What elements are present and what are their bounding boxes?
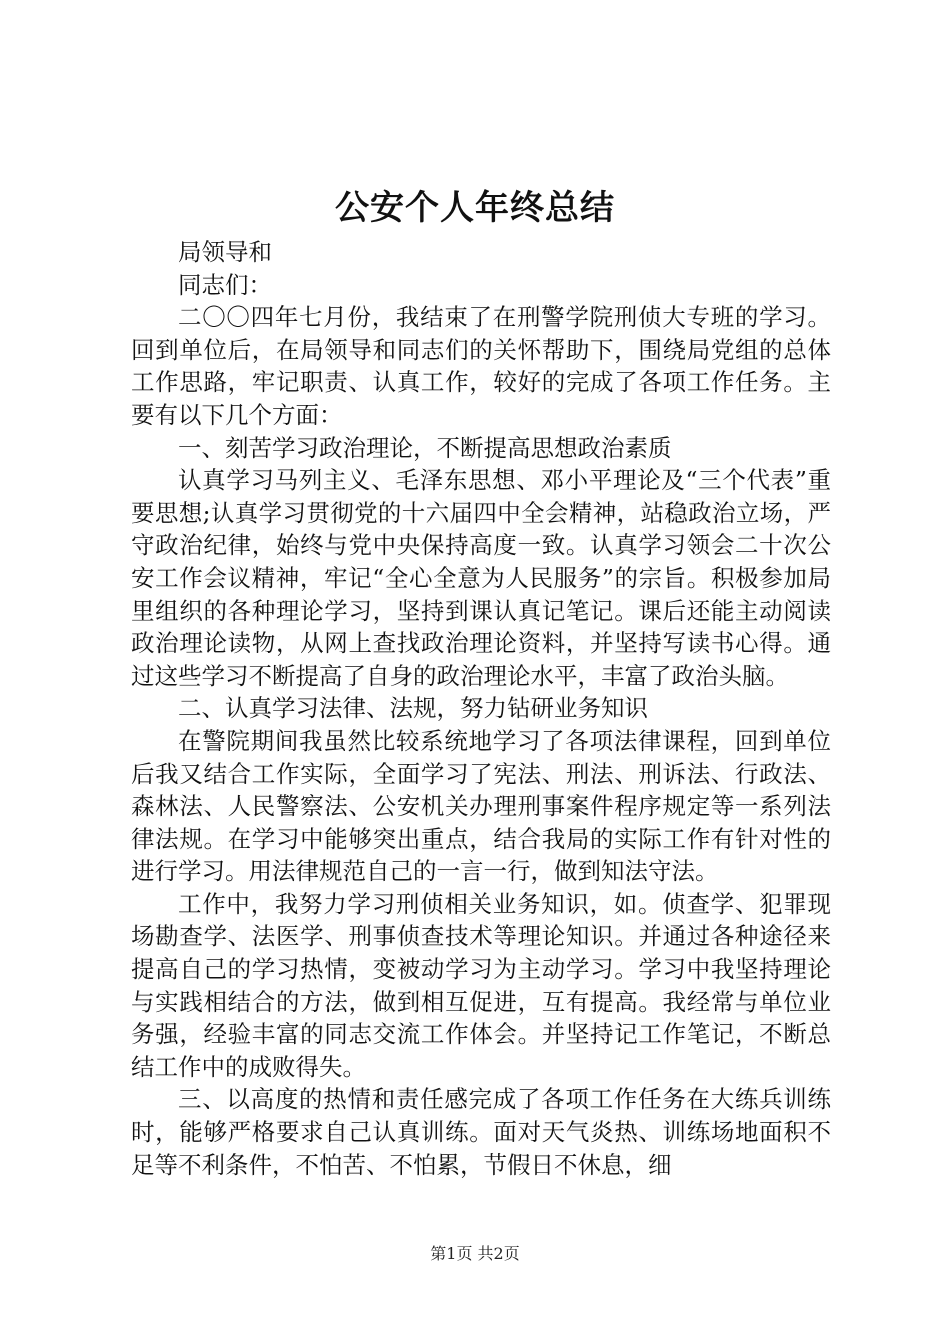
section-heading-1: 一、刻苦学习政治理论，不断提高思想政治素质 bbox=[178, 433, 672, 462]
section-2-paragraph-1: 在警院期间我虽然比较系统地学习了各项法律课程，回到单位后我又结合工作实际，全面学习了宪法、刑法、刑诉法、行政法、森林法、人民警察法、公安机关办理刑事案件程序规定等一系列法律法规。在学习中能够突出重点，结合我局的实际工作有针对性的进行学习。用法律规范自己的一言一行，做到知法守法。 bbox=[131, 726, 831, 886]
page-number-footer: 第1页 共2页 bbox=[430, 1244, 520, 1263]
section-1-paragraph: 认真学习马列主义、毛泽东思想、邓小平理论及“三个代表”重要思想;认真学习贯彻党的十六届四中全会精神，站稳政治立场，严守政治纪律，始终与党中央保持高度一致。认真学习领会二十次公安工作会议精神，牢记“全心全意为人民服务”的宗旨。积极参加局里组织的各种理论学习，坚持到课认真记笔记。课后还能主动阅读政治理论读物，从网上查找政治理论资料，并坚持写读书心得。通过这些学习不断提高了自身的政治理论水平，丰富了政治头脑。 bbox=[131, 466, 831, 690]
section-3-paragraph: 三、以高度的热情和责任感完成了各项工作任务在大练兵训练时，能够严格要求自己认真训练。面对天气炎热、训练场地面积不足等不利条件，不怕苦、不怕累，节假日不休息，细 bbox=[131, 1085, 831, 1179]
section-2-paragraph-2: 工作中，我努力学习刑侦相关业务知识，如。侦查学、犯罪现场勘查学、法医学、刑事侦查技术等理论知识。并通过各种途径来提高自己的学习热情，变被动学习为主动学习。学习中我坚持理论与实践相结合的方法，做到相互促进，互有提高。我经常与单位业务强，经验丰富的同志交流工作体会。并坚持记工作笔记，不断总结工作中的成败得失。 bbox=[131, 889, 831, 1081]
salutation-line-1: 局领导和 bbox=[178, 238, 272, 266]
document-title: 公安个人年终总结 bbox=[335, 188, 615, 228]
section-heading-2: 二、认真学习法律、法规，努力钻研业务知识 bbox=[178, 694, 648, 723]
document-body bbox=[131, 236, 831, 1181]
intro-paragraph: 二〇〇四年七月份，我结束了在刑警学院刑侦大专班的学习。回到单位后，在局领导和同志们的关怀帮助下，围绕局党组的总体工作思路，牢记职责、认真工作，较好的完成了各项工作任务。主要有以下几个方面： bbox=[131, 303, 831, 429]
salutation-line-2: 同志们： bbox=[178, 270, 272, 299]
